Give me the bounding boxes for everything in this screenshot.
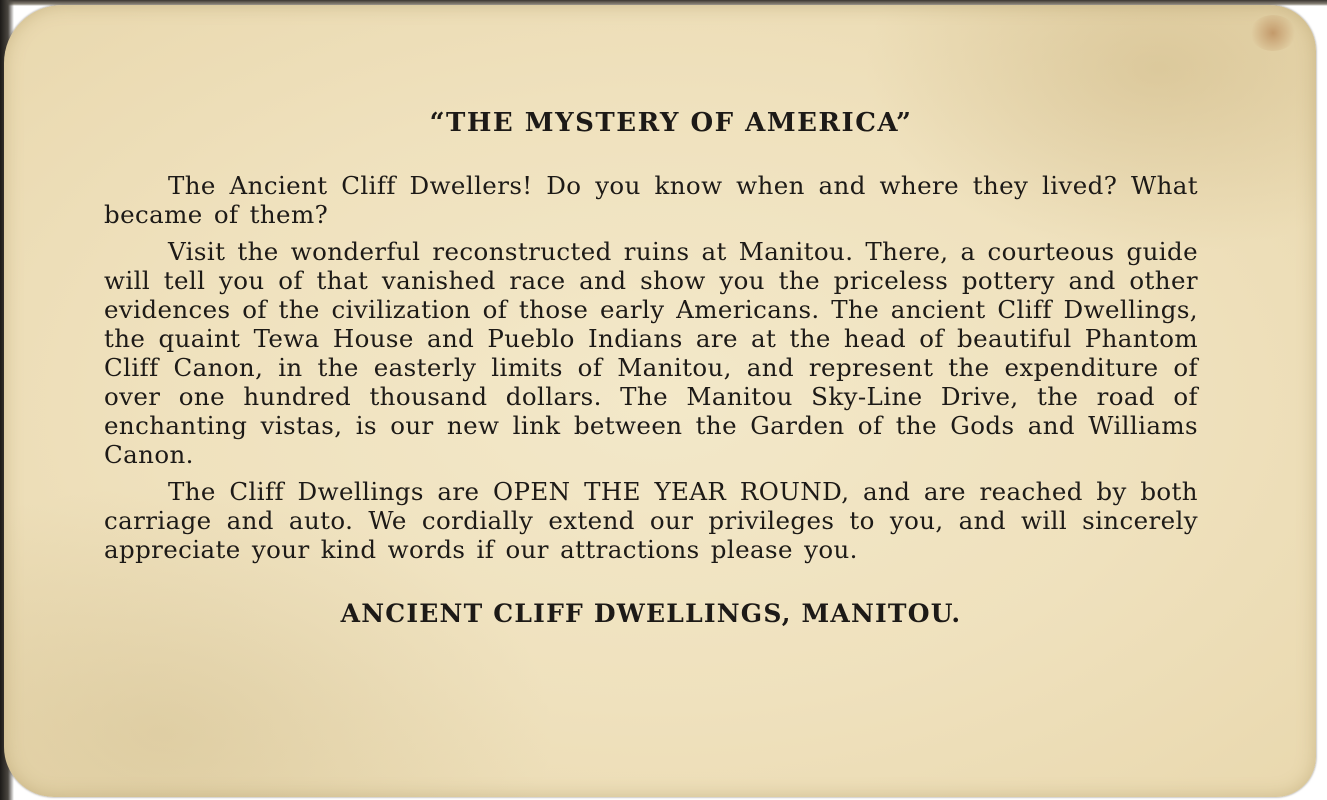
advertising-card: [4, 5, 1316, 797]
paragraph-intro: The Ancient Cliff Dwellers! Do you know when and where they lived? What became of them?: [104, 171, 1198, 229]
card-signature: ANCIENT CLIFF DWELLINGS, MANITOU.: [340, 599, 962, 628]
paragraph-open: The Cliff Dwellings are OPEN THE YEAR ROUND, and are reached by both carriage and auto. We cordially extend our privileges to you, and will sincerely appreciate your kind words if our attractions please you.: [104, 477, 1198, 564]
paragraph-visit: Visit the wonderful reconstructed ruins at Manitou. There, a courteous guide will tell you of that vanished race and show you the priceless pottery and other evidences of the civilization of those early Americans. The ancient Cliff Dwellings, the quaint Tewa House and Pueblo Indians are at the head of beautiful Phantom Cliff Canon, in the easterly limits of Manitou, and represent the expenditure of over one hundred thousand dollars. The Manitou Sky-Line Drive, the road of enchanting vistas, is our new link between the Garden of the Gods and Williams Canon.: [104, 237, 1198, 469]
card-title: “THE MYSTERY OF AMERICA”: [429, 108, 913, 138]
card-content: [104, 101, 1198, 634]
corner-stain: [1250, 15, 1296, 51]
